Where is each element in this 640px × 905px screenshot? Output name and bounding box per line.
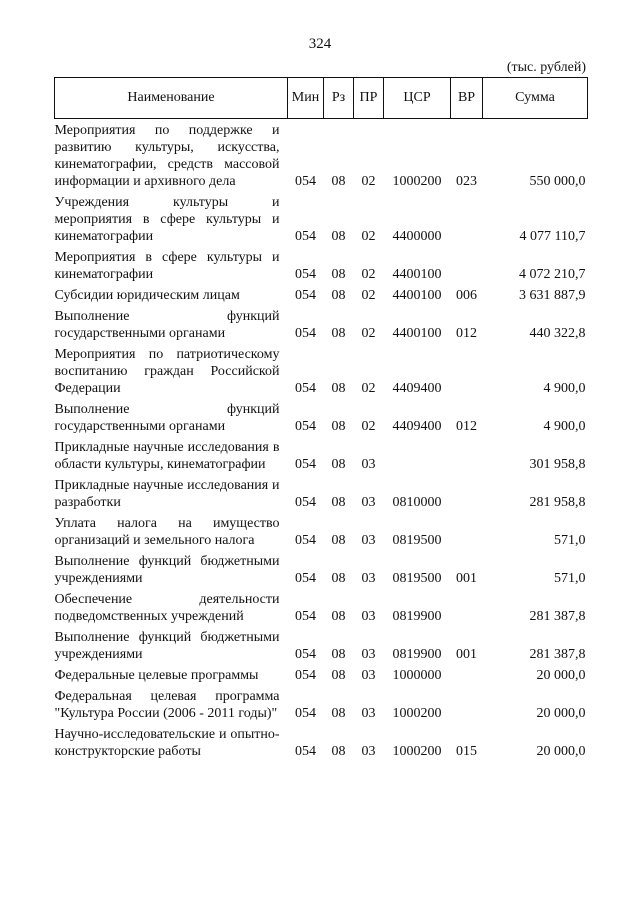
cell-sum: 571,0 (554, 533, 586, 548)
cell-vr (451, 664, 483, 685)
cell-rz: 08 (331, 326, 346, 341)
table-row (55, 664, 588, 685)
col-header-sum: Сумма (483, 78, 588, 119)
cell-min: 054 (295, 647, 316, 662)
cell-rz: 08 (331, 609, 346, 624)
cell-name: Мероприятия в сфере культуры и кинематографии (54, 250, 280, 282)
cell-min: 054 (295, 668, 316, 683)
table-row (55, 550, 588, 588)
cell-sum: 281 387,8 (529, 609, 586, 624)
cell-name: Учреждения культуры и мероприятия в сфере культуры и кинематографии (54, 195, 280, 244)
cell-vr: 001 (456, 647, 477, 662)
cell-name: Научно-исследовательские и опытно-конструкторские работы (54, 727, 280, 759)
cell-vr (451, 246, 483, 284)
cell-name: Выполнение функций бюджетными учреждениями (54, 630, 280, 662)
table-row (55, 343, 588, 398)
table-row (55, 588, 588, 626)
table-row (55, 191, 588, 246)
cell-pr: 03 (361, 571, 376, 586)
cell-min: 054 (295, 267, 316, 282)
cell-vr (451, 474, 483, 512)
cell-pr: 03 (361, 744, 376, 759)
col-header-csr: ЦСР (384, 78, 451, 119)
cell-pr: 02 (361, 326, 376, 341)
cell-rz: 08 (331, 174, 346, 189)
cell-vr (451, 191, 483, 246)
cell-min: 054 (295, 288, 316, 303)
cell-min: 054 (295, 706, 316, 721)
cell-min: 054 (295, 744, 316, 759)
cell-csr: 1000000 (392, 668, 442, 683)
cell-sum: 571,0 (554, 571, 586, 586)
cell-name: Федеральная целевая программа "Культура России (2006 - 2011 годы)" (54, 689, 280, 721)
cell-csr: 4409400 (392, 381, 442, 396)
cell-sum: 4 077 110,7 (519, 229, 586, 244)
cell-name: Выполнение функций государственными органами (54, 309, 280, 341)
cell-vr (451, 512, 483, 550)
cell-pr: 02 (361, 288, 376, 303)
cell-vr: 023 (456, 174, 477, 189)
cell-name: Мероприятия по патриотическому воспитанию граждан Российской Федерации (54, 347, 280, 396)
cell-rz: 08 (331, 706, 346, 721)
cell-pr: 03 (361, 495, 376, 510)
cell-sum: 20 000,0 (536, 706, 586, 721)
cell-pr: 03 (361, 706, 376, 721)
cell-vr (451, 685, 483, 723)
cell-csr: 0819500 (392, 533, 442, 548)
cell-vr: 012 (456, 419, 477, 434)
cell-rz: 08 (331, 229, 346, 244)
cell-pr: 02 (361, 419, 376, 434)
cell-name: Федеральные целевые программы (54, 668, 259, 683)
cell-rz: 08 (331, 457, 346, 472)
table-row (55, 284, 588, 305)
cell-sum: 20 000,0 (536, 668, 586, 683)
cell-min: 054 (295, 229, 316, 244)
cell-min: 054 (295, 174, 316, 189)
cell-sum: 4 900,0 (543, 381, 586, 396)
cell-sum: 4 072 210,7 (519, 267, 586, 282)
cell-csr: 4400000 (392, 229, 442, 244)
table-row (55, 305, 588, 343)
cell-sum: 281 387,8 (529, 647, 586, 662)
cell-sum: 550 000,0 (529, 174, 586, 189)
cell-csr (384, 436, 451, 474)
col-header-min: Мин (288, 78, 324, 119)
table-row (55, 685, 588, 723)
cell-sum: 281 958,8 (529, 495, 586, 510)
cell-csr: 1000200 (392, 174, 442, 189)
cell-rz: 08 (331, 288, 346, 303)
cell-name: Выполнение функций бюджетными учреждениями (54, 554, 280, 586)
cell-pr: 03 (361, 609, 376, 624)
cell-vr: 012 (456, 326, 477, 341)
cell-rz: 08 (331, 533, 346, 548)
cell-min: 054 (295, 495, 316, 510)
cell-rz: 08 (331, 267, 346, 282)
cell-pr: 03 (361, 457, 376, 472)
cell-pr: 02 (361, 229, 376, 244)
cell-csr: 4400100 (392, 288, 442, 303)
cell-pr: 02 (361, 267, 376, 282)
cell-csr: 4400100 (392, 326, 442, 341)
cell-sum: 301 958,8 (529, 457, 586, 472)
cell-name: Прикладные научные исследования и разработки (54, 478, 280, 510)
table-row (55, 512, 588, 550)
cell-name: Выполнение функций государственными органами (54, 402, 280, 434)
cell-sum: 4 900,0 (543, 419, 586, 434)
cell-csr: 0819500 (392, 571, 442, 586)
cell-name: Мероприятия по поддержке и развитию культуры, искусства, кинематографии, средств массовой информации и архивного дела (54, 123, 280, 189)
col-header-rz: Рз (324, 78, 354, 119)
cell-min: 054 (295, 533, 316, 548)
cell-pr: 03 (361, 668, 376, 683)
cell-rz: 08 (331, 381, 346, 396)
cell-rz: 08 (331, 744, 346, 759)
budget-table (54, 77, 588, 761)
cell-csr: 0819900 (392, 647, 442, 662)
cell-name: Обеспечение деятельности подведомственных учреждений (54, 592, 280, 624)
cell-csr: 1000200 (392, 706, 442, 721)
cell-vr (451, 588, 483, 626)
cell-rz: 08 (331, 571, 346, 586)
header-row (55, 78, 588, 119)
cell-min: 054 (295, 326, 316, 341)
cell-vr: 001 (456, 571, 477, 586)
cell-min: 054 (295, 381, 316, 396)
cell-name: Прикладные научные исследования в области культуры, кинематографии (54, 440, 280, 472)
table-row (55, 723, 588, 761)
cell-csr: 0819900 (392, 609, 442, 624)
cell-rz: 08 (331, 495, 346, 510)
col-header-vr: ВР (451, 78, 483, 119)
cell-csr: 0810000 (392, 495, 442, 510)
table-row (55, 436, 588, 474)
table-row (55, 398, 588, 436)
cell-pr: 02 (361, 174, 376, 189)
cell-pr: 03 (361, 533, 376, 548)
cell-sum: 3 631 887,9 (519, 288, 586, 303)
table-row (55, 246, 588, 284)
cell-csr: 4400100 (392, 267, 442, 282)
table-row (55, 119, 588, 192)
page-number: 324 (308, 36, 332, 52)
cell-vr (451, 436, 483, 474)
cell-vr: 015 (456, 744, 477, 759)
cell-pr: 03 (361, 647, 376, 662)
cell-pr: 02 (361, 381, 376, 396)
cell-sum: 440 322,8 (529, 326, 586, 341)
cell-vr (451, 343, 483, 398)
cell-name: Субсидии юридическим лицам (54, 288, 240, 303)
cell-rz: 08 (331, 419, 346, 434)
units-label: (тыс. рублей) (506, 60, 586, 75)
table-row (55, 474, 588, 512)
cell-rz: 08 (331, 668, 346, 683)
cell-csr: 4409400 (392, 419, 442, 434)
cell-rz: 08 (331, 647, 346, 662)
cell-min: 054 (295, 419, 316, 434)
cell-csr: 1000200 (392, 744, 442, 759)
cell-sum: 20 000,0 (536, 744, 586, 759)
cell-min: 054 (295, 571, 316, 586)
table-row (55, 626, 588, 664)
cell-min: 054 (295, 457, 316, 472)
cell-name: Уплата налога на имущество организаций и земельного налога (54, 516, 280, 548)
cell-vr: 006 (456, 288, 477, 303)
col-header-name: Наименование (55, 78, 288, 119)
cell-min: 054 (295, 609, 316, 624)
col-header-pr: ПР (354, 78, 384, 119)
